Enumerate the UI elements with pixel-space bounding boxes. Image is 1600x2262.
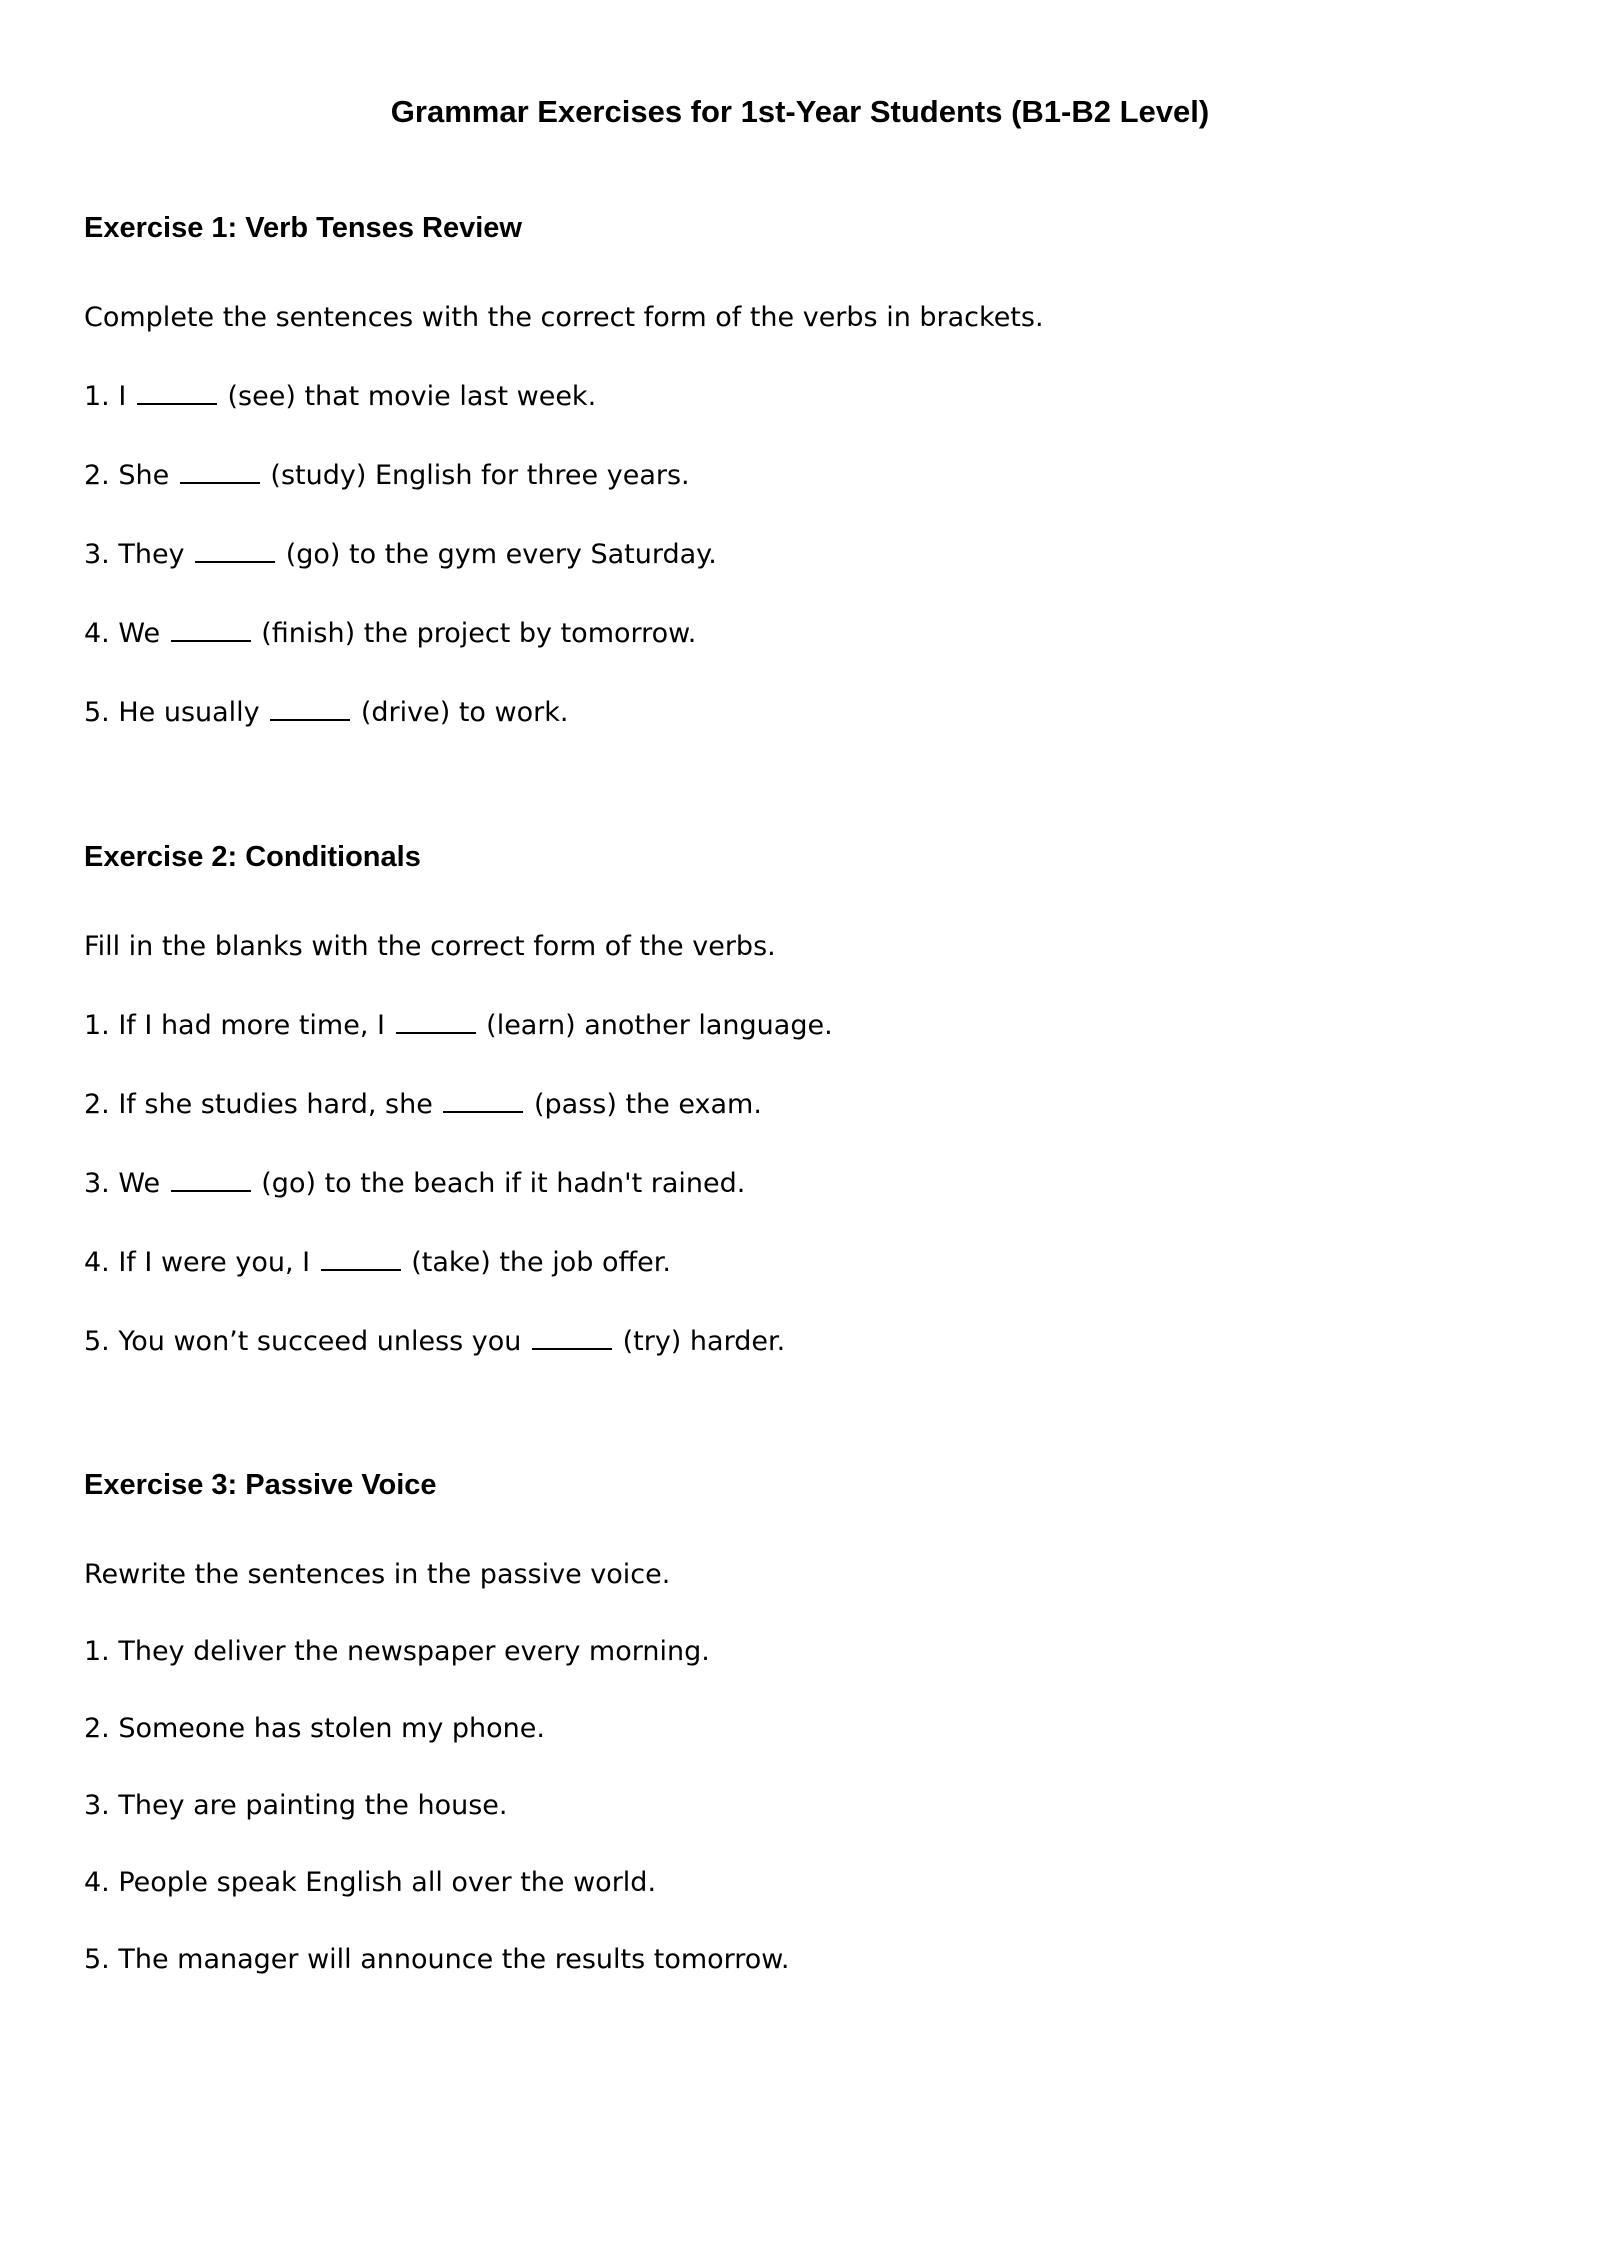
exercise-3-instructions: Rewrite the sentences in the passive voice. xyxy=(84,1559,671,1590)
exercise-item xyxy=(84,377,1524,415)
exercise-2-section xyxy=(84,838,1524,1360)
item-text-after: (take) the job offer. xyxy=(411,1247,671,1278)
exercise-2-items xyxy=(84,1006,1524,1360)
answer-blank xyxy=(396,1006,476,1034)
exercise-1-heading: Exercise 1: Verb Tenses Review xyxy=(84,212,522,244)
answer-blank xyxy=(443,1085,523,1113)
item-text-after: (see) that movie last week. xyxy=(227,381,597,412)
exercise-3-section xyxy=(84,1466,1524,1978)
exercise-item: 5. The manager will announce the results tomorrow. xyxy=(84,1944,790,1975)
item-text-after: (drive) to work. xyxy=(360,697,569,728)
answer-blank xyxy=(321,1243,401,1271)
answer-blank xyxy=(171,614,251,642)
item-text-before: 5. He usually xyxy=(84,697,260,728)
item-text-before: 3. They xyxy=(84,539,185,570)
item-text-before: 2. She xyxy=(84,460,170,491)
exercise-1-items xyxy=(84,377,1524,731)
exercise-item: 2. Someone has stolen my phone. xyxy=(84,1713,545,1744)
item-text-after: (finish) the project by tomorrow. xyxy=(261,618,697,649)
answer-blank xyxy=(180,456,260,484)
exercise-2-instructions: Fill in the blanks with the correct form of the verbs. xyxy=(84,931,776,962)
answer-blank xyxy=(171,1164,251,1192)
answer-blank xyxy=(137,377,217,405)
item-text-before: 4. If I were you, I xyxy=(84,1247,311,1278)
item-text-before: 3. We xyxy=(84,1168,161,1199)
exercise-item: 1. They deliver the newspaper every morning. xyxy=(84,1636,710,1667)
answer-blank xyxy=(532,1322,612,1350)
exercise-1-section xyxy=(84,209,1524,731)
item-text-before: 1. If I had more time, I xyxy=(84,1010,385,1041)
item-text-after: (go) to the beach if it hadn't rained. xyxy=(261,1168,746,1199)
exercise-1-instructions: Complete the sentences with the correct form of the verbs in brackets. xyxy=(84,302,1044,333)
item-text-before: 1. I xyxy=(84,381,127,412)
item-text-after: (go) to the gym every Saturday. xyxy=(285,539,717,570)
exercise-item xyxy=(84,1085,1524,1123)
exercise-item: 4. People speak English all over the world. xyxy=(84,1867,657,1898)
exercise-3-items xyxy=(84,1634,1524,1978)
exercise-item xyxy=(84,456,1524,494)
document-title: Grammar Exercises for 1st-Year Students (B1-B2 Level) xyxy=(390,94,1210,129)
answer-blank xyxy=(195,535,275,563)
exercise-item xyxy=(84,1006,1524,1044)
item-text-before: 2. If she studies hard, she xyxy=(84,1089,433,1120)
exercise-3-heading: Exercise 3: Passive Voice xyxy=(84,1469,437,1501)
exercise-item xyxy=(84,1243,1524,1281)
exercise-2-heading: Exercise 2: Conditionals xyxy=(84,841,421,873)
item-text-after: (try) harder. xyxy=(622,1326,786,1357)
item-text-after: (pass) the exam. xyxy=(534,1089,762,1120)
exercise-item xyxy=(84,1322,1524,1360)
item-text-after: (learn) another language. xyxy=(486,1010,833,1041)
item-text-before: 5. You won’t succeed unless you xyxy=(84,1326,522,1357)
answer-blank xyxy=(270,693,350,721)
item-text-before: 4. We xyxy=(84,618,161,649)
item-text-after: (study) English for three years. xyxy=(270,460,690,491)
exercise-item: 3. They are painting the house. xyxy=(84,1790,508,1821)
exercise-item xyxy=(84,535,1524,573)
exercise-item xyxy=(84,693,1524,731)
exercise-item xyxy=(84,1164,1524,1202)
exercise-item xyxy=(84,614,1524,652)
